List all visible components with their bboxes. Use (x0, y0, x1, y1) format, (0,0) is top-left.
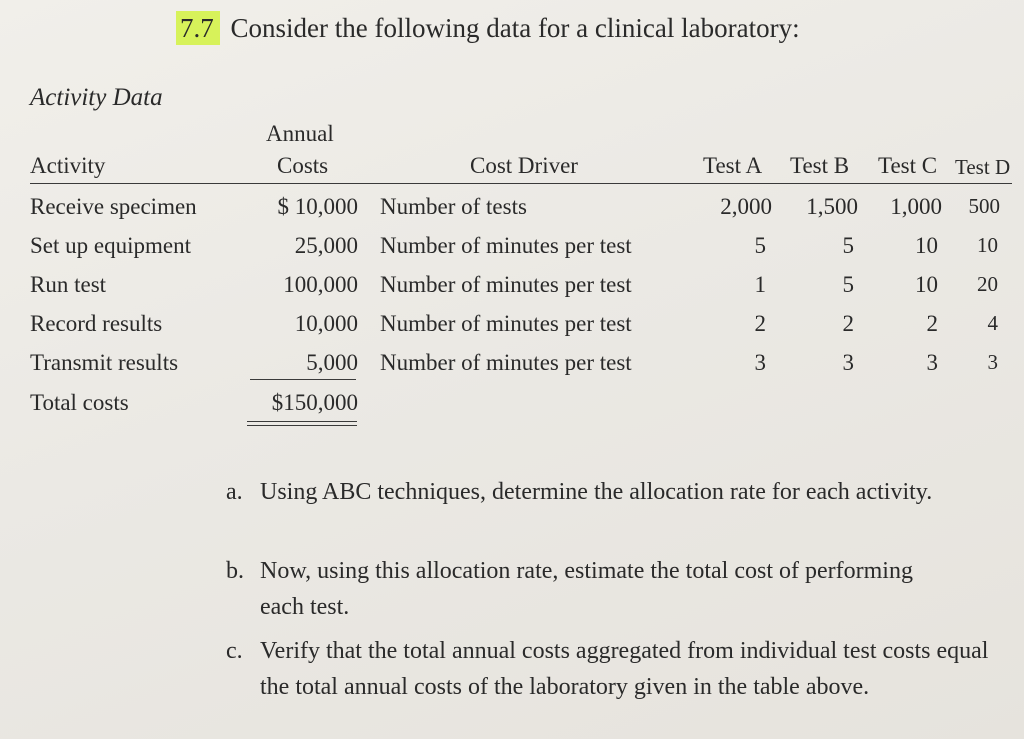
cost-cell: 5,000 (306, 350, 358, 375)
header-costs: Costs (277, 153, 329, 178)
driver-cell: Number of minutes per test (380, 272, 632, 297)
test-c-cell: 10 (915, 233, 938, 258)
section-heading: Activity Data (30, 84, 163, 111)
table-row (0, 194, 1024, 224)
activity-cell: Run test (30, 272, 107, 297)
total-double-rule-top (247, 421, 357, 422)
question-label: c. (226, 638, 243, 664)
question-label: a. (226, 479, 243, 505)
header-activity: Activity (30, 153, 106, 178)
test-a-cell: 2,000 (720, 194, 772, 219)
total-row (0, 390, 1024, 420)
test-c-cell: 1,000 (890, 194, 942, 219)
problem-number-highlight: 7.7 (176, 11, 220, 45)
test-a-cell: 1 (754, 272, 766, 297)
header-test-c: Test C (878, 153, 938, 178)
driver-cell: Number of minutes per test (380, 233, 632, 258)
test-b-cell: 1,500 (806, 194, 858, 219)
driver-cell: Number of minutes per test (380, 350, 632, 375)
table-row (0, 233, 1024, 263)
question-b (226, 553, 986, 625)
test-b-cell: 5 (842, 233, 854, 258)
cost-cell: 100,000 (283, 272, 358, 297)
test-b-cell: 3 (842, 350, 854, 375)
question-text: Now, using this allocation rate, estimate the total cost of performing each test. (260, 558, 913, 620)
test-c-cell: 2 (926, 311, 938, 336)
activity-cell: Set up equipment (30, 233, 191, 258)
question-text: Verify that the total annual costs aggregated from individual test costs equal the total annual costs of the laboratory given in the table above. (260, 638, 989, 700)
test-b-cell: 2 (842, 311, 854, 336)
driver-cell: Number of minutes per test (380, 311, 632, 336)
activity-cell: Transmit results (30, 350, 179, 375)
cost-cell: 25,000 (294, 233, 358, 258)
header-cost-driver: Cost Driver (470, 153, 578, 178)
test-d-cell: 4 (987, 311, 998, 335)
total-value: $150,000 (271, 390, 358, 415)
header-rule (30, 183, 1012, 184)
test-c-cell: 3 (926, 350, 938, 375)
test-a-cell: 2 (754, 311, 766, 336)
header-test-a: Test A (703, 153, 763, 178)
driver-cell: Number of tests (380, 194, 527, 219)
cost-cell: $ 10,000 (277, 194, 358, 219)
test-a-cell: 5 (754, 233, 766, 258)
activity-cell: Record results (30, 311, 163, 336)
test-c-cell: 10 (915, 272, 938, 297)
test-a-cell: 3 (754, 350, 766, 375)
question-a (226, 474, 986, 510)
activity-cell: Receive specimen (30, 194, 197, 219)
cost-cell: 10,000 (294, 311, 358, 336)
total-double-rule-bottom (247, 425, 357, 426)
test-d-cell: 10 (977, 233, 998, 257)
header-annual: Annual (266, 121, 334, 146)
table-row (0, 272, 1024, 302)
problem-statement: Consider the following data for a clinical laboratory: (230, 13, 800, 43)
test-d-cell: 3 (987, 350, 998, 374)
subtotal-rule (250, 379, 356, 380)
question-text: Using ABC techniques, determine the allocation rate for each activity. (260, 479, 933, 505)
table-row (0, 350, 1024, 380)
table-row (0, 311, 1024, 341)
test-d-cell: 500 (968, 194, 1000, 218)
question-c (226, 633, 989, 705)
total-label: Total costs (30, 390, 129, 415)
problem-title (176, 13, 800, 44)
test-d-cell: 20 (977, 272, 998, 296)
question-label: b. (226, 558, 244, 584)
header-test-d: Test D (955, 155, 1011, 179)
header-test-b: Test B (790, 153, 850, 178)
test-b-cell: 5 (842, 272, 854, 297)
